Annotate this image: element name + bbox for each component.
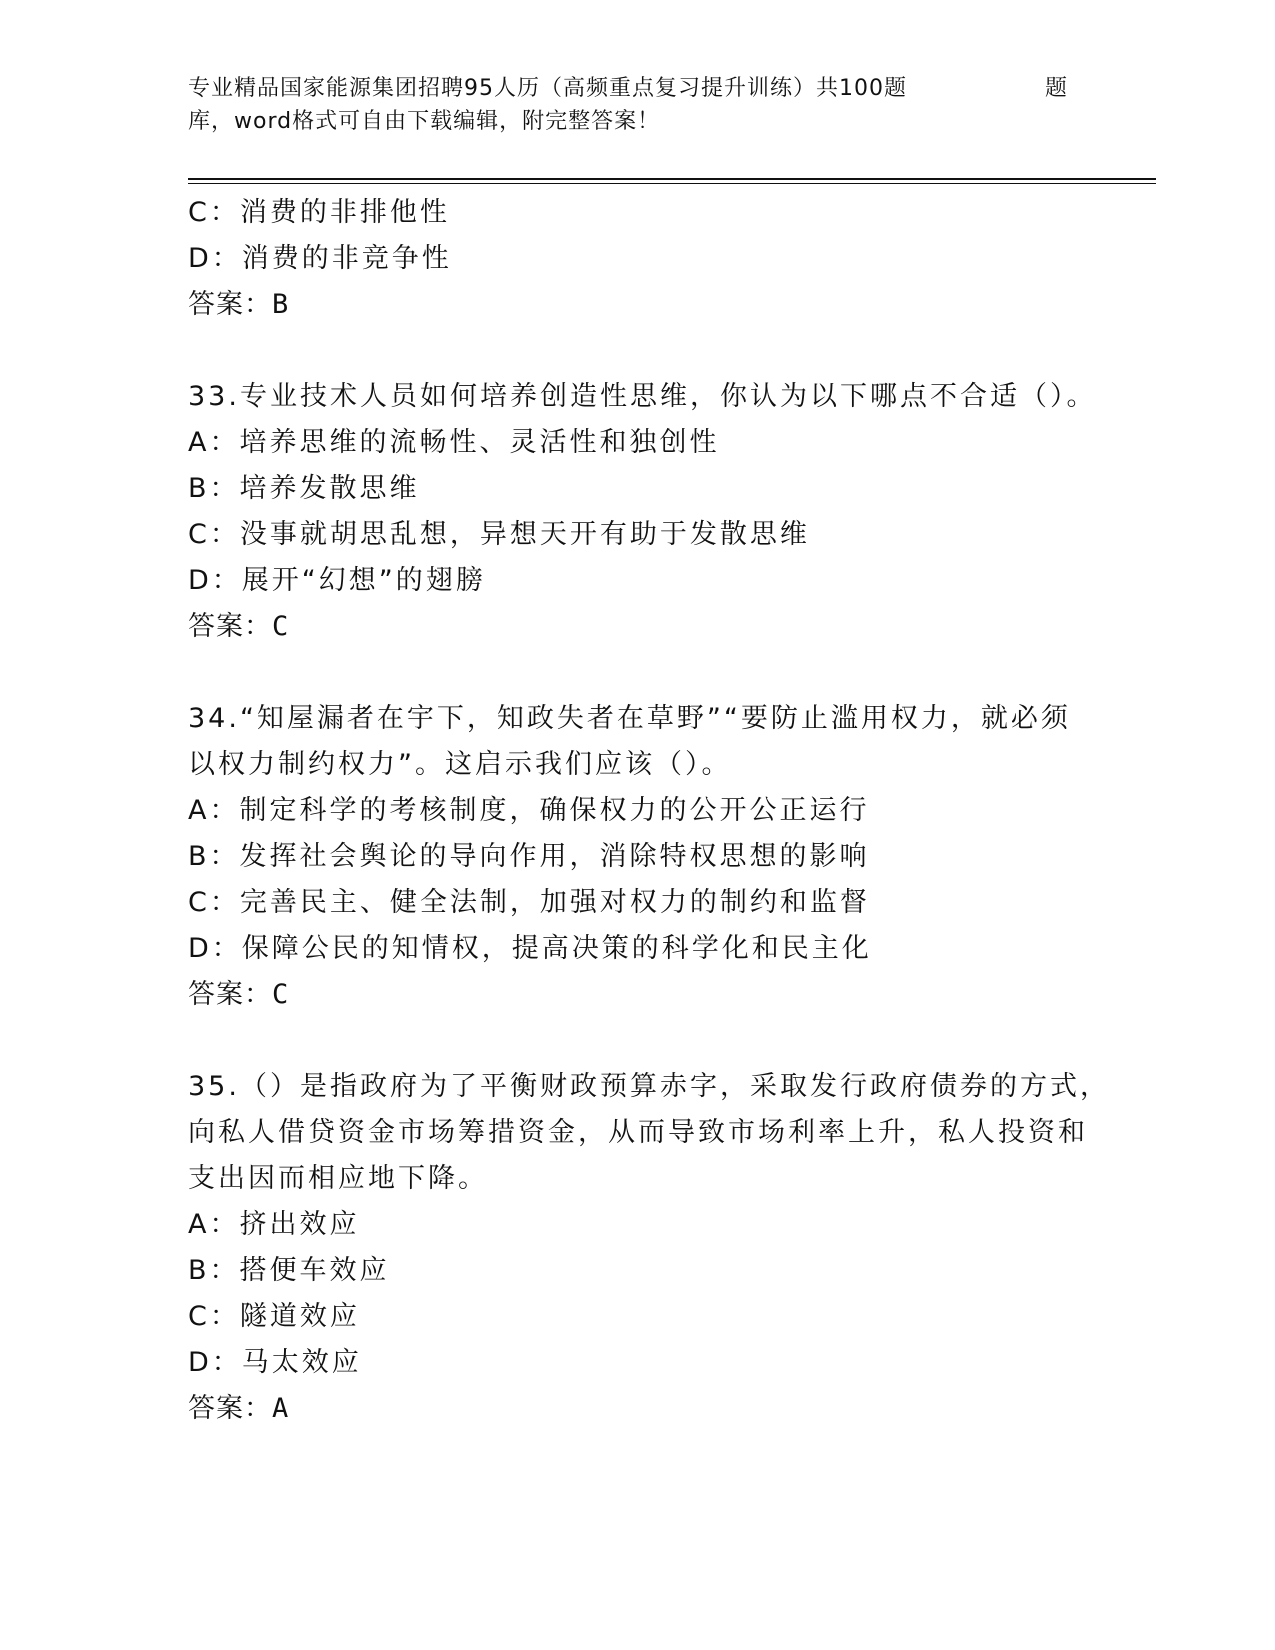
question-block-33 xyxy=(188,374,1097,650)
header-title-suffix: 题 xyxy=(1044,76,1068,101)
option-d: D：消费的非竞争性 xyxy=(188,243,452,274)
question-stem: 33.专业技术人员如何培养创造性思维，你认为以下哪点不合适（）。 xyxy=(188,381,1097,412)
option-c: C：完善民主、健全法制，加强对权力的制约和监督 xyxy=(188,887,870,918)
option-c: C：消费的非排他性 xyxy=(188,197,450,228)
option-b: B：发挥社会舆论的导向作用，消除特权思想的影响 xyxy=(188,841,870,872)
question-stem-line-1: 35.（）是指政府为了平衡财政预算赤字，采取发行政府债券的方式， xyxy=(188,1071,1110,1102)
header-line-1 xyxy=(188,72,1068,105)
option-d: D：保障公民的知情权，提高决策的科学化和民主化 xyxy=(188,933,872,964)
header-title: 专业精品国家能源集团招聘95人历（高频重点复习提升训练）共100题 xyxy=(188,76,907,101)
answer-line: 答案：C xyxy=(188,979,290,1010)
option-d: D：展开“幻想”的翅膀 xyxy=(188,565,486,596)
question-block-35 xyxy=(188,1064,1110,1432)
header-line-2: 库，word格式可自由下载编辑，附完整答案！ xyxy=(188,109,661,134)
block-spacer xyxy=(188,650,1088,696)
option-c: C：没事就胡思乱想，异想天开有助于发散思维 xyxy=(188,519,810,550)
question-stem-line-2: 向私人借贷资金市场筹措资金，从而导致市场利率上升，私人投资和 xyxy=(188,1117,1088,1148)
header-divider-thick xyxy=(188,178,1156,180)
question-stem-line-1: 34.“知屋漏者在宇下，知政失者在草野”“要防止滥用权力，就必须 xyxy=(188,703,1071,734)
option-a: A：培养思维的流畅性、灵活性和独创性 xyxy=(188,427,720,458)
option-c: C：隧道效应 xyxy=(188,1301,360,1332)
option-a: A：挤出效应 xyxy=(188,1209,360,1240)
question-block-32-continued xyxy=(188,190,1088,328)
answer-line: 答案：C xyxy=(188,611,290,642)
option-b: B：搭便车效应 xyxy=(188,1255,390,1286)
document-header xyxy=(188,72,1068,138)
option-a: A：制定科学的考核制度，确保权力的公开公正运行 xyxy=(188,795,870,826)
header-divider-thin xyxy=(188,183,1156,184)
answer-line: 答案：B xyxy=(188,289,290,320)
question-block-34 xyxy=(188,696,1088,1018)
question-stem-line-2: 以权力制约权力”。这启示我们应该（）。 xyxy=(188,749,732,780)
question-list xyxy=(188,190,1110,1432)
answer-line: 答案：A xyxy=(188,1393,290,1424)
option-d: D：马太效应 xyxy=(188,1347,362,1378)
block-spacer xyxy=(188,328,1088,374)
option-b: B：培养发散思维 xyxy=(188,473,420,504)
question-stem-line-3: 支出因而相应地下降。 xyxy=(188,1163,488,1194)
block-spacer xyxy=(188,1018,1088,1064)
